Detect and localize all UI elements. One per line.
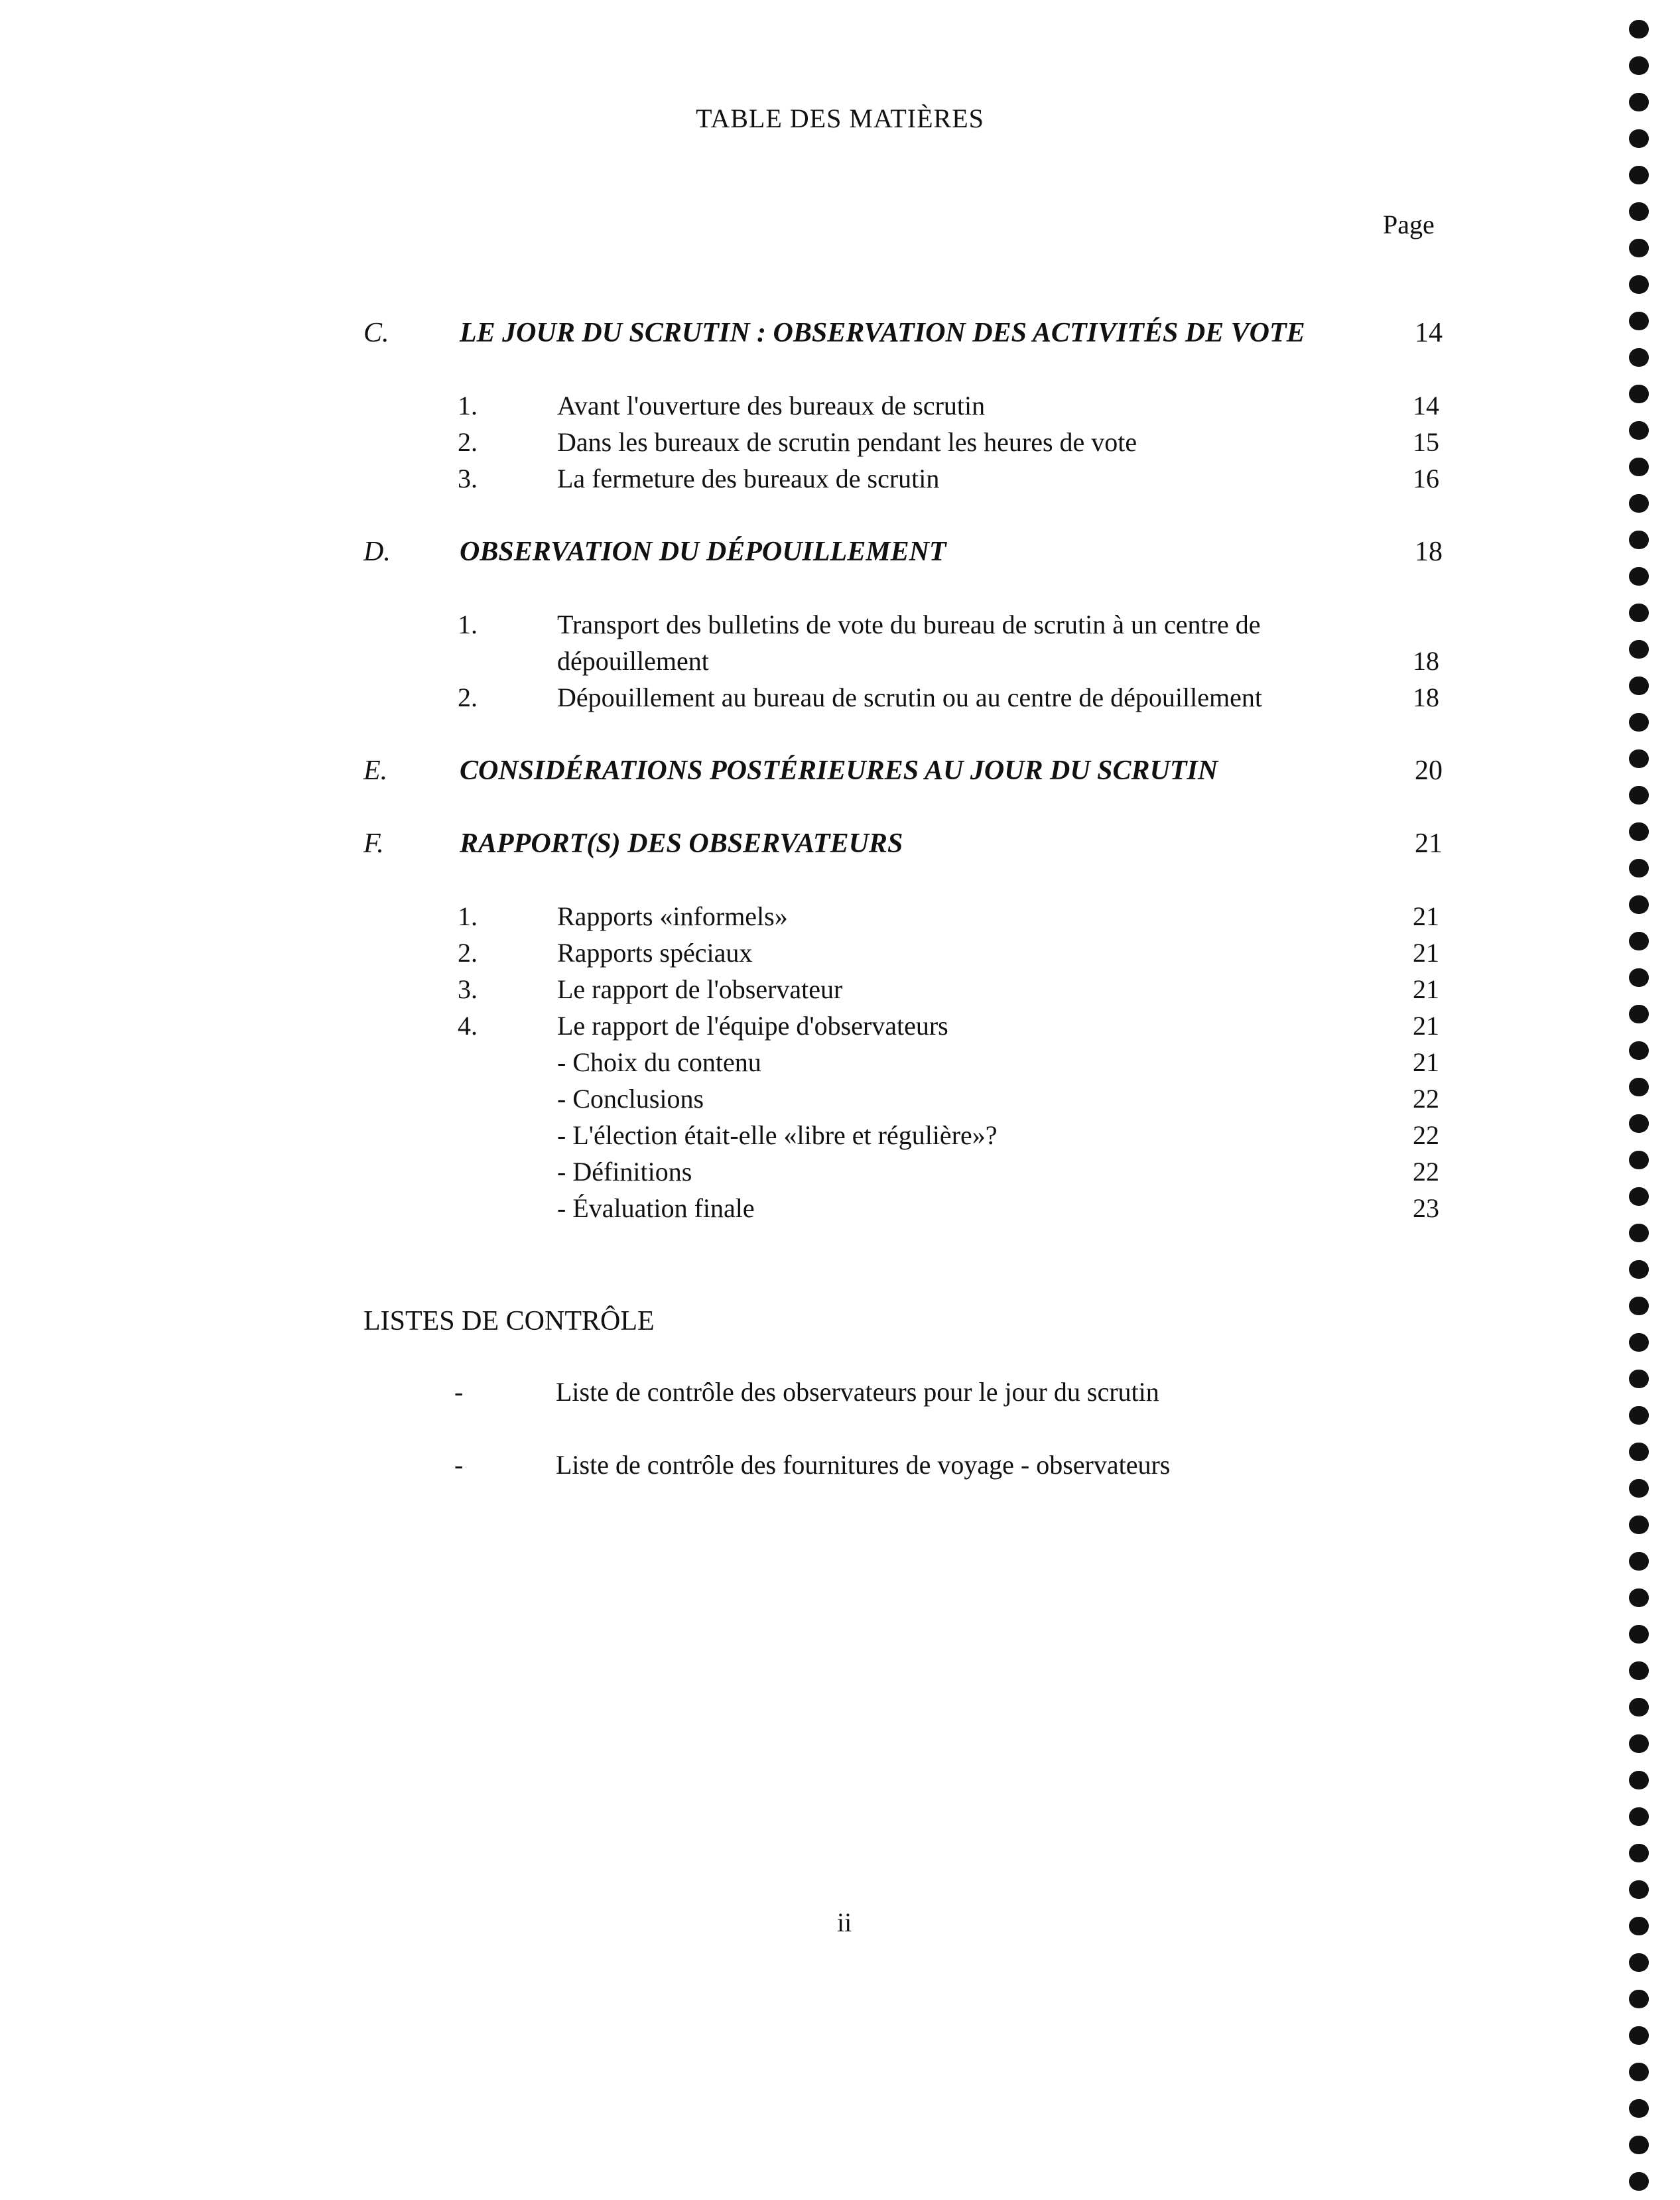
binding-hole: [1629, 1297, 1649, 1315]
binding-hole: [1629, 1406, 1649, 1425]
item-page: 21: [1413, 901, 1439, 931]
item-number: 3.: [458, 974, 478, 1004]
item-text: Rapports «informels»: [557, 901, 788, 931]
section-page: 21: [1415, 828, 1443, 859]
item-page: 21: [1413, 974, 1439, 1004]
binding-hole: [1629, 239, 1649, 257]
binding-hole: [1629, 1552, 1649, 1571]
item-number: 2.: [458, 427, 478, 457]
subitem-text: - Évaluation finale: [557, 1193, 755, 1223]
binding-hole: [1629, 895, 1649, 914]
binding-hole: [1629, 1370, 1649, 1388]
subitem-text: - Conclusions: [557, 1084, 704, 1114]
subitem-text: - Choix du contenu: [557, 1047, 761, 1077]
binding-hole: [1629, 2136, 1649, 2154]
binding-hole: [1629, 1880, 1649, 1899]
item-number: 4.: [458, 1011, 478, 1041]
section-page: 20: [1415, 755, 1443, 786]
item-page: 18: [1413, 682, 1439, 712]
binding-hole: [1629, 93, 1649, 111]
binding-hole: [1629, 129, 1649, 148]
binding-hole: [1629, 275, 1649, 294]
binding-hole: [1629, 1625, 1649, 1644]
item-text: Rapports spéciaux: [557, 938, 753, 968]
subitem-text: - Définitions: [557, 1157, 692, 1187]
binding-hole: [1629, 567, 1649, 586]
binding-hole: [1629, 2026, 1649, 2045]
binding-hole: [1629, 1005, 1649, 1023]
binding-hole: [1629, 1224, 1649, 1242]
item-number: 2.: [458, 682, 478, 712]
checklist-dash: -: [454, 1450, 464, 1480]
binding-hole: [1629, 604, 1649, 622]
binding-hole: [1629, 968, 1649, 987]
section-title: OBSERVATION DU DÉPOUILLEMENT: [460, 537, 946, 567]
binding-hole: [1629, 1990, 1649, 2008]
checklist-dash: -: [454, 1377, 464, 1407]
binding-hole: [1629, 822, 1649, 841]
binding-hole: [1629, 713, 1649, 732]
binding-hole: [1629, 348, 1649, 367]
item-page: 15: [1413, 427, 1439, 457]
checklists-heading: LISTES DE CONTRÔLE: [363, 1306, 655, 1336]
binding-hole: [1629, 749, 1649, 768]
item-text-continued: dépouillement: [557, 646, 709, 676]
binding-hole: [1629, 1771, 1649, 1789]
checklist-item: Liste de contrôle des observateurs pour le jour du scrutin: [556, 1377, 1159, 1407]
binding-hole: [1629, 385, 1649, 403]
binding-hole: [1629, 458, 1649, 476]
item-text: Transport des bulletins de vote du bureau de scrutin à un centre de: [557, 610, 1261, 639]
binding-hole: [1629, 494, 1649, 513]
section-title: LE JOUR DU SCRUTIN : OBSERVATION DES ACTIVITÉS DE VOTE: [460, 318, 1305, 348]
item-page: 18: [1413, 646, 1439, 676]
item-text: Avant l'ouverture des bureaux de scrutin: [557, 391, 986, 421]
binding-hole: [1629, 1734, 1649, 1753]
binding-hole: [1629, 1187, 1649, 1206]
item-page: 21: [1413, 1047, 1439, 1077]
binding-hole: [1629, 1953, 1649, 1972]
binding-hole: [1629, 531, 1649, 549]
item-text: La fermeture des bureaux de scrutin: [557, 464, 940, 493]
section-page: 18: [1415, 537, 1443, 567]
binding-hole: [1629, 1114, 1649, 1133]
binding-hole: [1629, 2172, 1649, 2191]
binding-hole: [1629, 2099, 1649, 2118]
binding-hole: [1629, 2063, 1649, 2081]
section-letter: F.: [363, 828, 384, 859]
binding-hole: [1629, 1807, 1649, 1826]
item-page: 22: [1413, 1120, 1439, 1150]
page-column-label: Page: [1383, 210, 1435, 239]
binding-hole: [1629, 1078, 1649, 1096]
binding-hole: [1629, 1479, 1649, 1498]
binding-hole: [1629, 677, 1649, 695]
binding-hole: [1629, 421, 1649, 440]
item-number: 1.: [458, 901, 478, 931]
binding-hole: [1629, 20, 1649, 38]
checklist-item: Liste de contrôle des fournitures de voyage - observateurs: [556, 1450, 1171, 1480]
binding-hole: [1629, 1516, 1649, 1534]
binding-hole: [1629, 786, 1649, 805]
item-page: 22: [1413, 1084, 1439, 1114]
item-number: 2.: [458, 938, 478, 968]
item-page: 21: [1413, 938, 1439, 968]
binding-hole: [1629, 56, 1649, 75]
item-page: 21: [1413, 1011, 1439, 1041]
binding-hole: [1629, 202, 1649, 221]
item-number: 1.: [458, 610, 478, 639]
section-letter: E.: [363, 755, 388, 786]
binding-hole: [1629, 1588, 1649, 1607]
page-number: ii: [837, 1908, 852, 1937]
binding-hole: [1629, 859, 1649, 877]
section-title: RAPPORT(S) DES OBSERVATEURS: [460, 828, 903, 859]
binding-hole: [1629, 166, 1649, 184]
binding-hole: [1629, 932, 1649, 950]
binding-hole: [1629, 640, 1649, 659]
item-text: Le rapport de l'observateur: [557, 974, 843, 1004]
item-number: 1.: [458, 391, 478, 421]
binding-hole: [1629, 1661, 1649, 1680]
binding-hole: [1629, 1698, 1649, 1716]
item-page: 23: [1413, 1193, 1439, 1223]
item-page: 22: [1413, 1157, 1439, 1187]
binding-hole: [1629, 1443, 1649, 1461]
page-title: TABLE DES MATIÈRES: [696, 103, 984, 133]
spiral-binding: [1625, 0, 1680, 2200]
item-page: 14: [1413, 391, 1439, 421]
item-text: Dans les bureaux de scrutin pendant les heures de vote: [557, 427, 1137, 457]
section-page: 14: [1415, 318, 1443, 348]
item-page: 16: [1413, 464, 1439, 493]
item-number: 3.: [458, 464, 478, 493]
item-text: Le rapport de l'équipe d'observateurs: [557, 1011, 948, 1041]
section-title: CONSIDÉRATIONS POSTÉRIEURES AU JOUR DU SCRUTIN: [460, 755, 1218, 786]
binding-hole: [1629, 1844, 1649, 1862]
section-letter: C.: [363, 318, 389, 348]
item-text: Dépouillement au bureau de scrutin ou au centre de dépouillement: [557, 682, 1262, 712]
binding-hole: [1629, 1151, 1649, 1169]
binding-hole: [1629, 1041, 1649, 1060]
subitem-text: - L'élection était-elle «libre et régulière»?: [557, 1120, 998, 1150]
section-letter: D.: [363, 537, 391, 567]
binding-hole: [1629, 312, 1649, 330]
binding-hole: [1629, 1917, 1649, 1935]
binding-hole: [1629, 1333, 1649, 1352]
binding-hole: [1629, 1260, 1649, 1279]
